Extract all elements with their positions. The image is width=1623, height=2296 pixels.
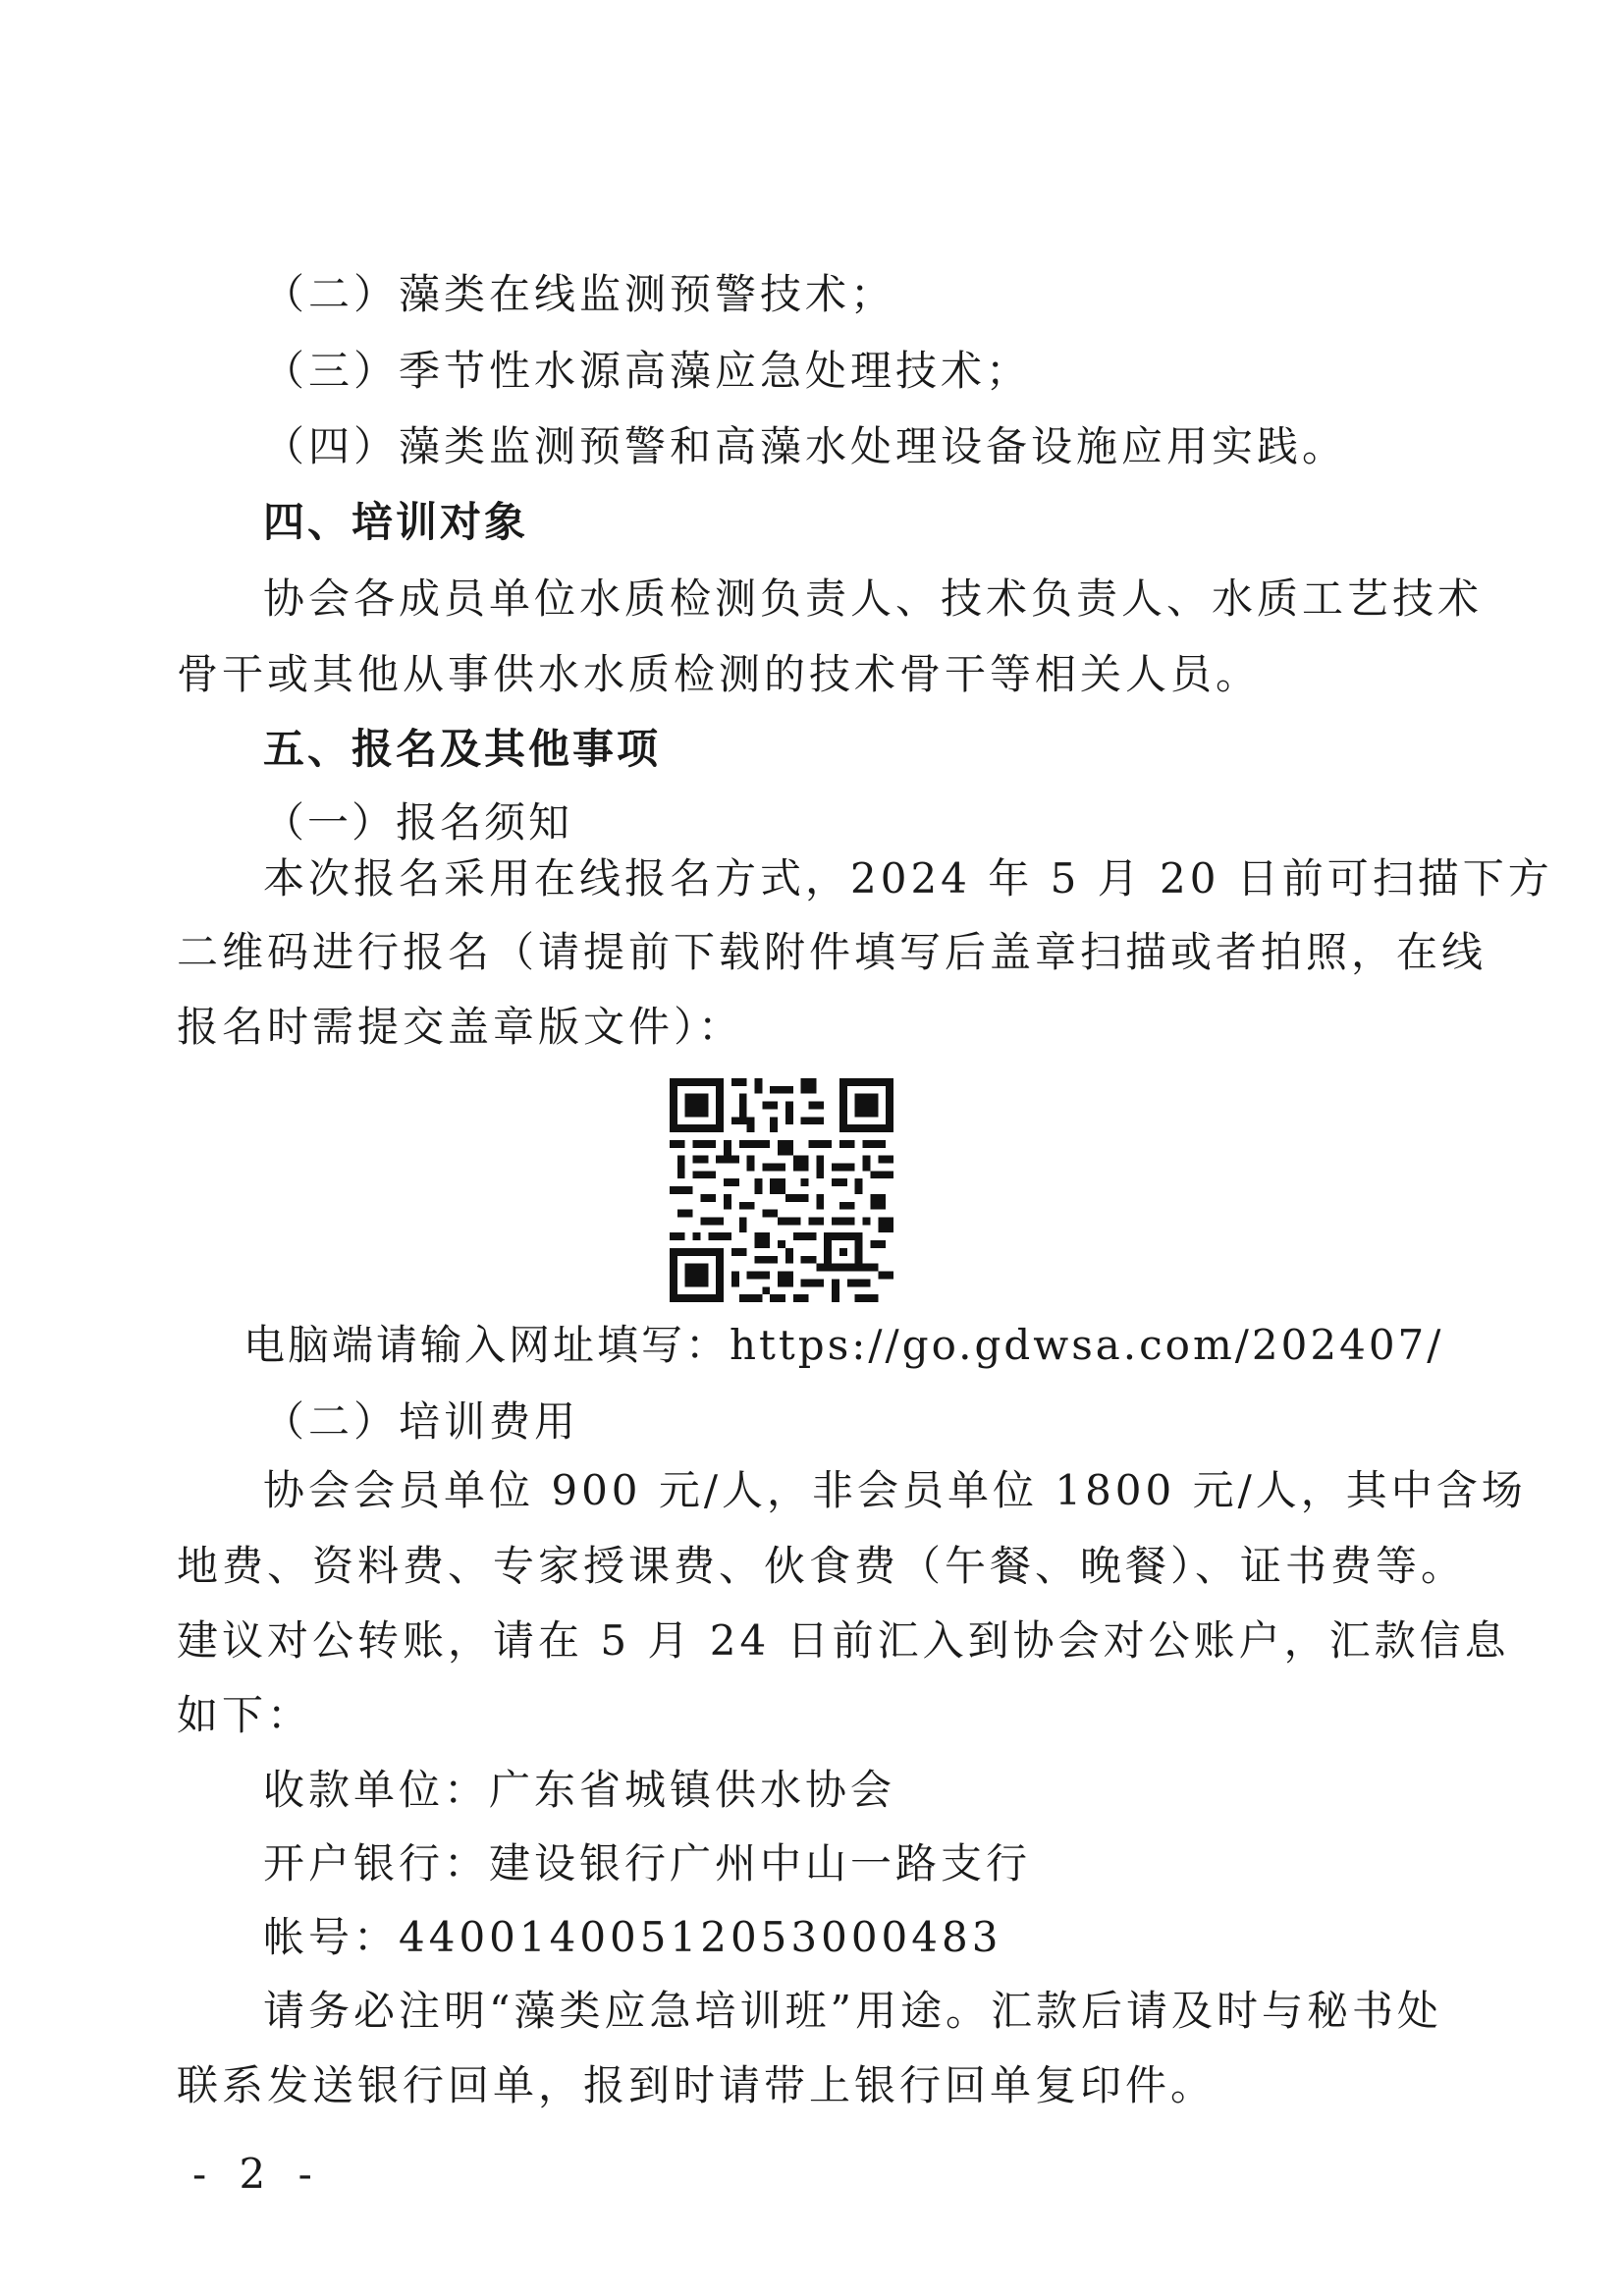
section-heading-registration: 五、报名及其他事项 bbox=[263, 725, 662, 773]
paragraph-line: 请务必注明“藻类应急培训班”用途。汇款后请及时与秘书处 bbox=[263, 1987, 1442, 2035]
paragraph-line: 联系发送银行回单，报到时请带上银行回单复印件。 bbox=[177, 2061, 1217, 2109]
section-heading-training-target: 四、培训对象 bbox=[263, 498, 529, 546]
list-item-2: （二）藻类在线监测预警技术； bbox=[263, 270, 896, 318]
account-line: 帐号：44001400512053000483 bbox=[263, 1913, 1002, 1961]
subsection-heading-training-fee: （二）培训费用 bbox=[263, 1397, 580, 1446]
paragraph-line: 报名时需提交盖章版文件）： bbox=[177, 1003, 744, 1051]
payee-line: 收款单位：广东省城镇供水协会 bbox=[263, 1766, 896, 1814]
page-number: - 2 - bbox=[192, 2150, 322, 2198]
subsection-heading-registration-notice: （一）报名须知 bbox=[263, 798, 573, 847]
registration-url-line: 电脑端请输入网址填写：https://go.gdwsa.com/202407/ bbox=[243, 1321, 1444, 1369]
list-item-4: （四）藻类监测预警和高藻水处理设备设施应用实践。 bbox=[263, 422, 1348, 470]
paragraph-line: 协会各成员单位水质检测负责人、技术负责人、水质工艺技术 bbox=[263, 574, 1484, 623]
paragraph-line: 本次报名采用在线报名方式，2024 年 5 月 20 日前可扫描下方 bbox=[263, 854, 1553, 902]
list-item-3: （三）季节性水源高藻应急处理技术； bbox=[263, 347, 1032, 395]
paragraph-line: 骨干或其他从事供水水质检测的技术骨干等相关人员。 bbox=[177, 650, 1262, 698]
paragraph-line: 协会会员单位 900 元/人，非会员单位 1800 元/人，其中含场 bbox=[263, 1466, 1527, 1514]
bank-line: 开户银行：建设银行广州中山一路支行 bbox=[263, 1839, 1032, 1887]
paragraph-line: 地费、资料费、专家授课费、伙食费（午餐、晚餐）、证书费等。 bbox=[177, 1542, 1467, 1590]
paragraph-line: 二维码进行报名（请提前下载附件填写后盖章扫描或者拍照，在线 bbox=[177, 928, 1488, 976]
qr-code-icon[interactable] bbox=[670, 1078, 893, 1302]
paragraph-line: 如下： bbox=[177, 1691, 313, 1739]
paragraph-line: 建议对公转账，请在 5 月 24 日前汇入到协会对公账户，汇款信息 bbox=[177, 1616, 1510, 1665]
